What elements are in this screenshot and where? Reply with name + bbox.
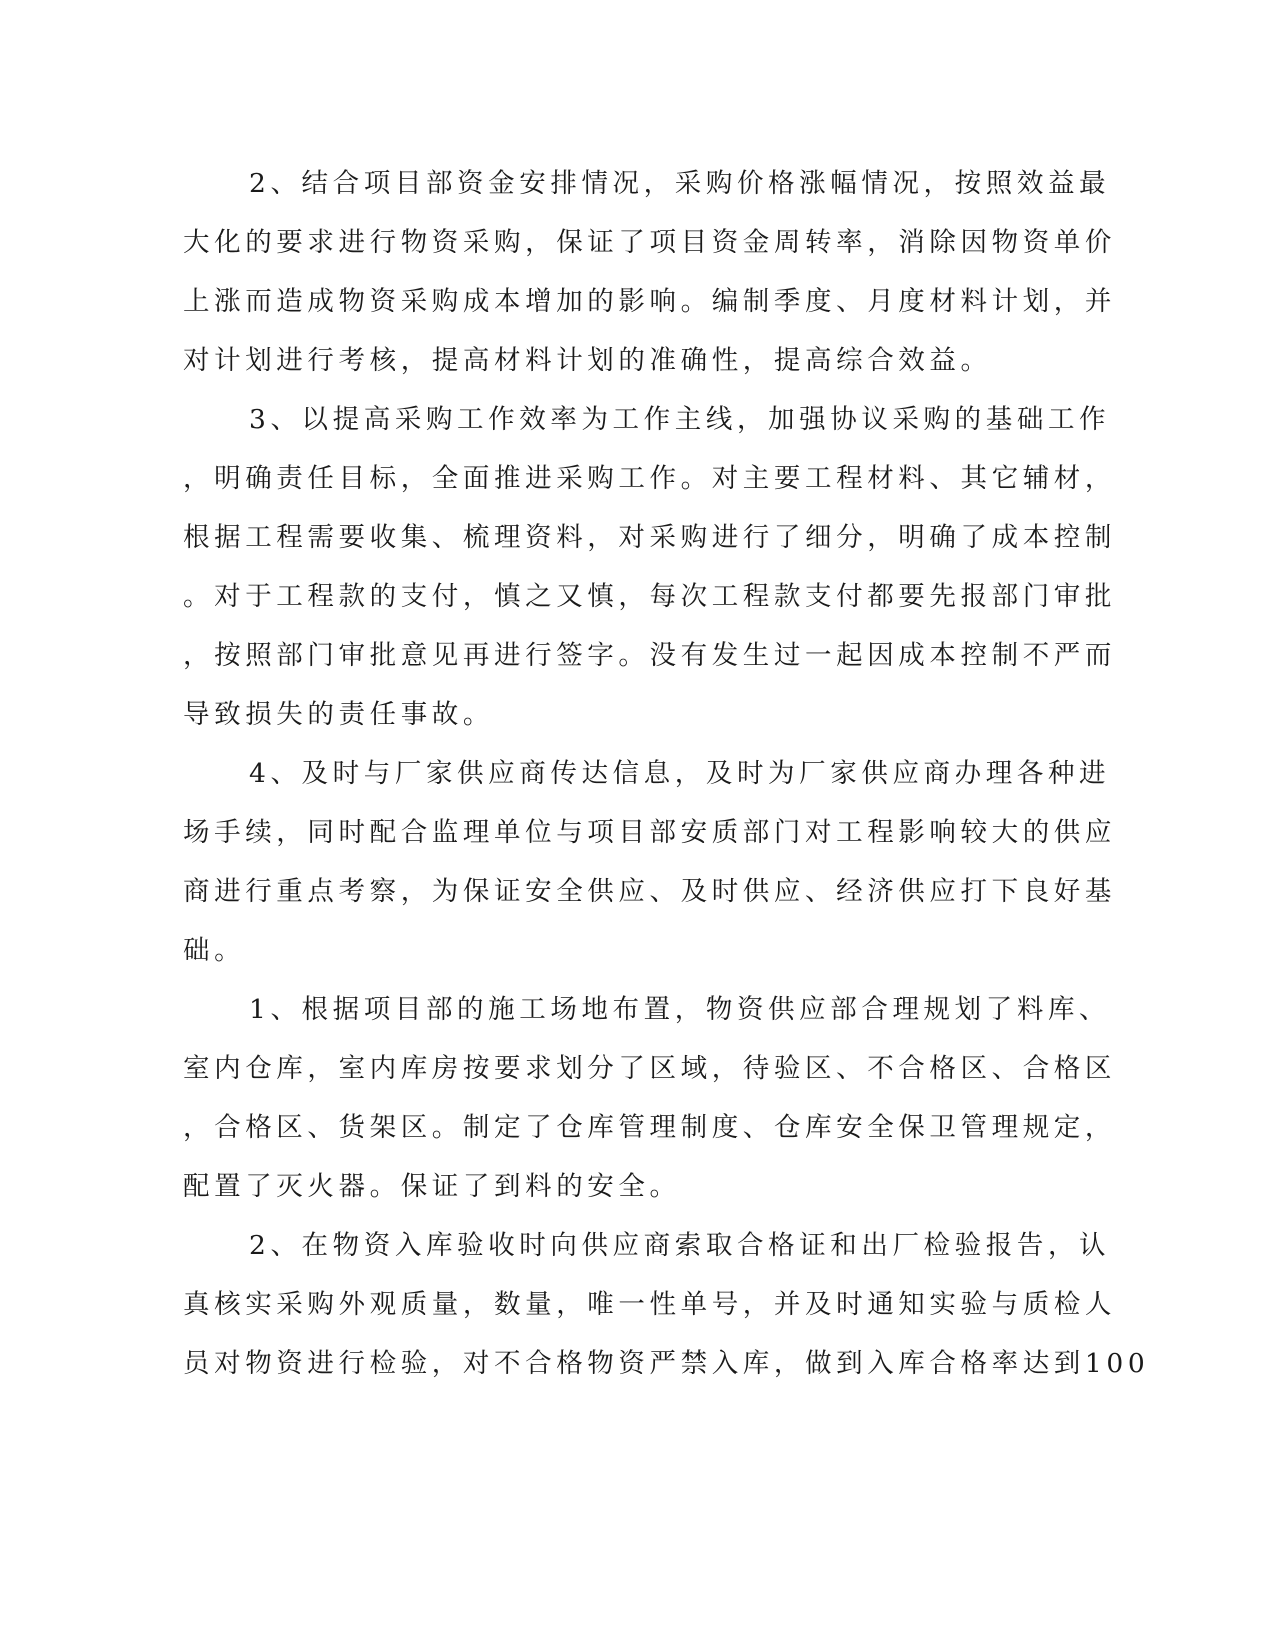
paragraph-line: 根据工程需要收集、梳理资料，对采购进行了细分，明确了成本控制 bbox=[183, 522, 1116, 553]
paragraph-4 bbox=[183, 980, 1116, 1216]
paragraph-line: 员对物资进行检验，对不合格物资严禁入库，做到入库合格率达到100 bbox=[183, 1348, 1150, 1379]
paragraph-line: 1、根据项目部的施工场地布置，物资供应部合理规划了料库、 bbox=[249, 994, 1111, 1025]
paragraph-3 bbox=[183, 744, 1116, 980]
paragraph-line: ，按照部门审批意见再进行签字。没有发生过一起因成本控制不严而 bbox=[183, 640, 1116, 671]
paragraph-line: ，合格区、货架区。制定了仓库管理制度、仓库安全保卫管理规定， bbox=[183, 1112, 1116, 1143]
paragraph-line: 3、以提高采购工作效率为工作主线，加强协议采购的基础工作 bbox=[249, 404, 1111, 435]
paragraph-1 bbox=[183, 154, 1116, 390]
paragraph-line: 场手续，同时配合监理单位与项目部安质部门对工程影响较大的供应 bbox=[183, 817, 1116, 848]
paragraph-line: 真核实采购外观质量，数量，唯一性单号，并及时通知实验与质检人 bbox=[183, 1289, 1116, 1320]
document-body bbox=[183, 154, 1150, 1393]
paragraph-2 bbox=[183, 390, 1116, 744]
paragraph-line: 础。 bbox=[183, 935, 246, 966]
paragraph-line: ，明确责任目标，全面推进采购工作。对主要工程材料、其它辅材， bbox=[183, 463, 1116, 494]
paragraph-line: 对计划进行考核，提高材料计划的准确性，提高综合效益。 bbox=[183, 345, 992, 376]
paragraph-line: 上涨而造成物资采购成本增加的影响。编制季度、月度材料计划，并 bbox=[183, 286, 1116, 317]
paragraph-line: 2、结合项目部资金安排情况，采购价格涨幅情况，按照效益最 bbox=[249, 168, 1111, 199]
paragraph-5 bbox=[183, 1216, 1150, 1393]
paragraph-line: 4、及时与厂家供应商传达信息，及时为厂家供应商办理各种进 bbox=[249, 758, 1111, 789]
paragraph-line: 2、在物资入库验收时向供应商索取合格证和出厂检验报告，认 bbox=[249, 1230, 1111, 1261]
paragraph-line: 导致损失的责任事故。 bbox=[183, 699, 494, 730]
paragraph-line: 大化的要求进行物资采购，保证了项目资金周转率，消除因物资单价 bbox=[183, 227, 1116, 258]
paragraph-line: 室内仓库，室内库房按要求划分了区域，待验区、不合格区、合格区 bbox=[183, 1053, 1116, 1084]
paragraph-line: 配置了灭火器。保证了到料的安全。 bbox=[183, 1171, 681, 1202]
paragraph-line: 。对于工程款的支付，慎之又慎，每次工程款支付都要先报部门审批 bbox=[183, 581, 1116, 612]
paragraph-line: 商进行重点考察，为保证安全供应、及时供应、经济供应打下良好基 bbox=[183, 876, 1116, 907]
